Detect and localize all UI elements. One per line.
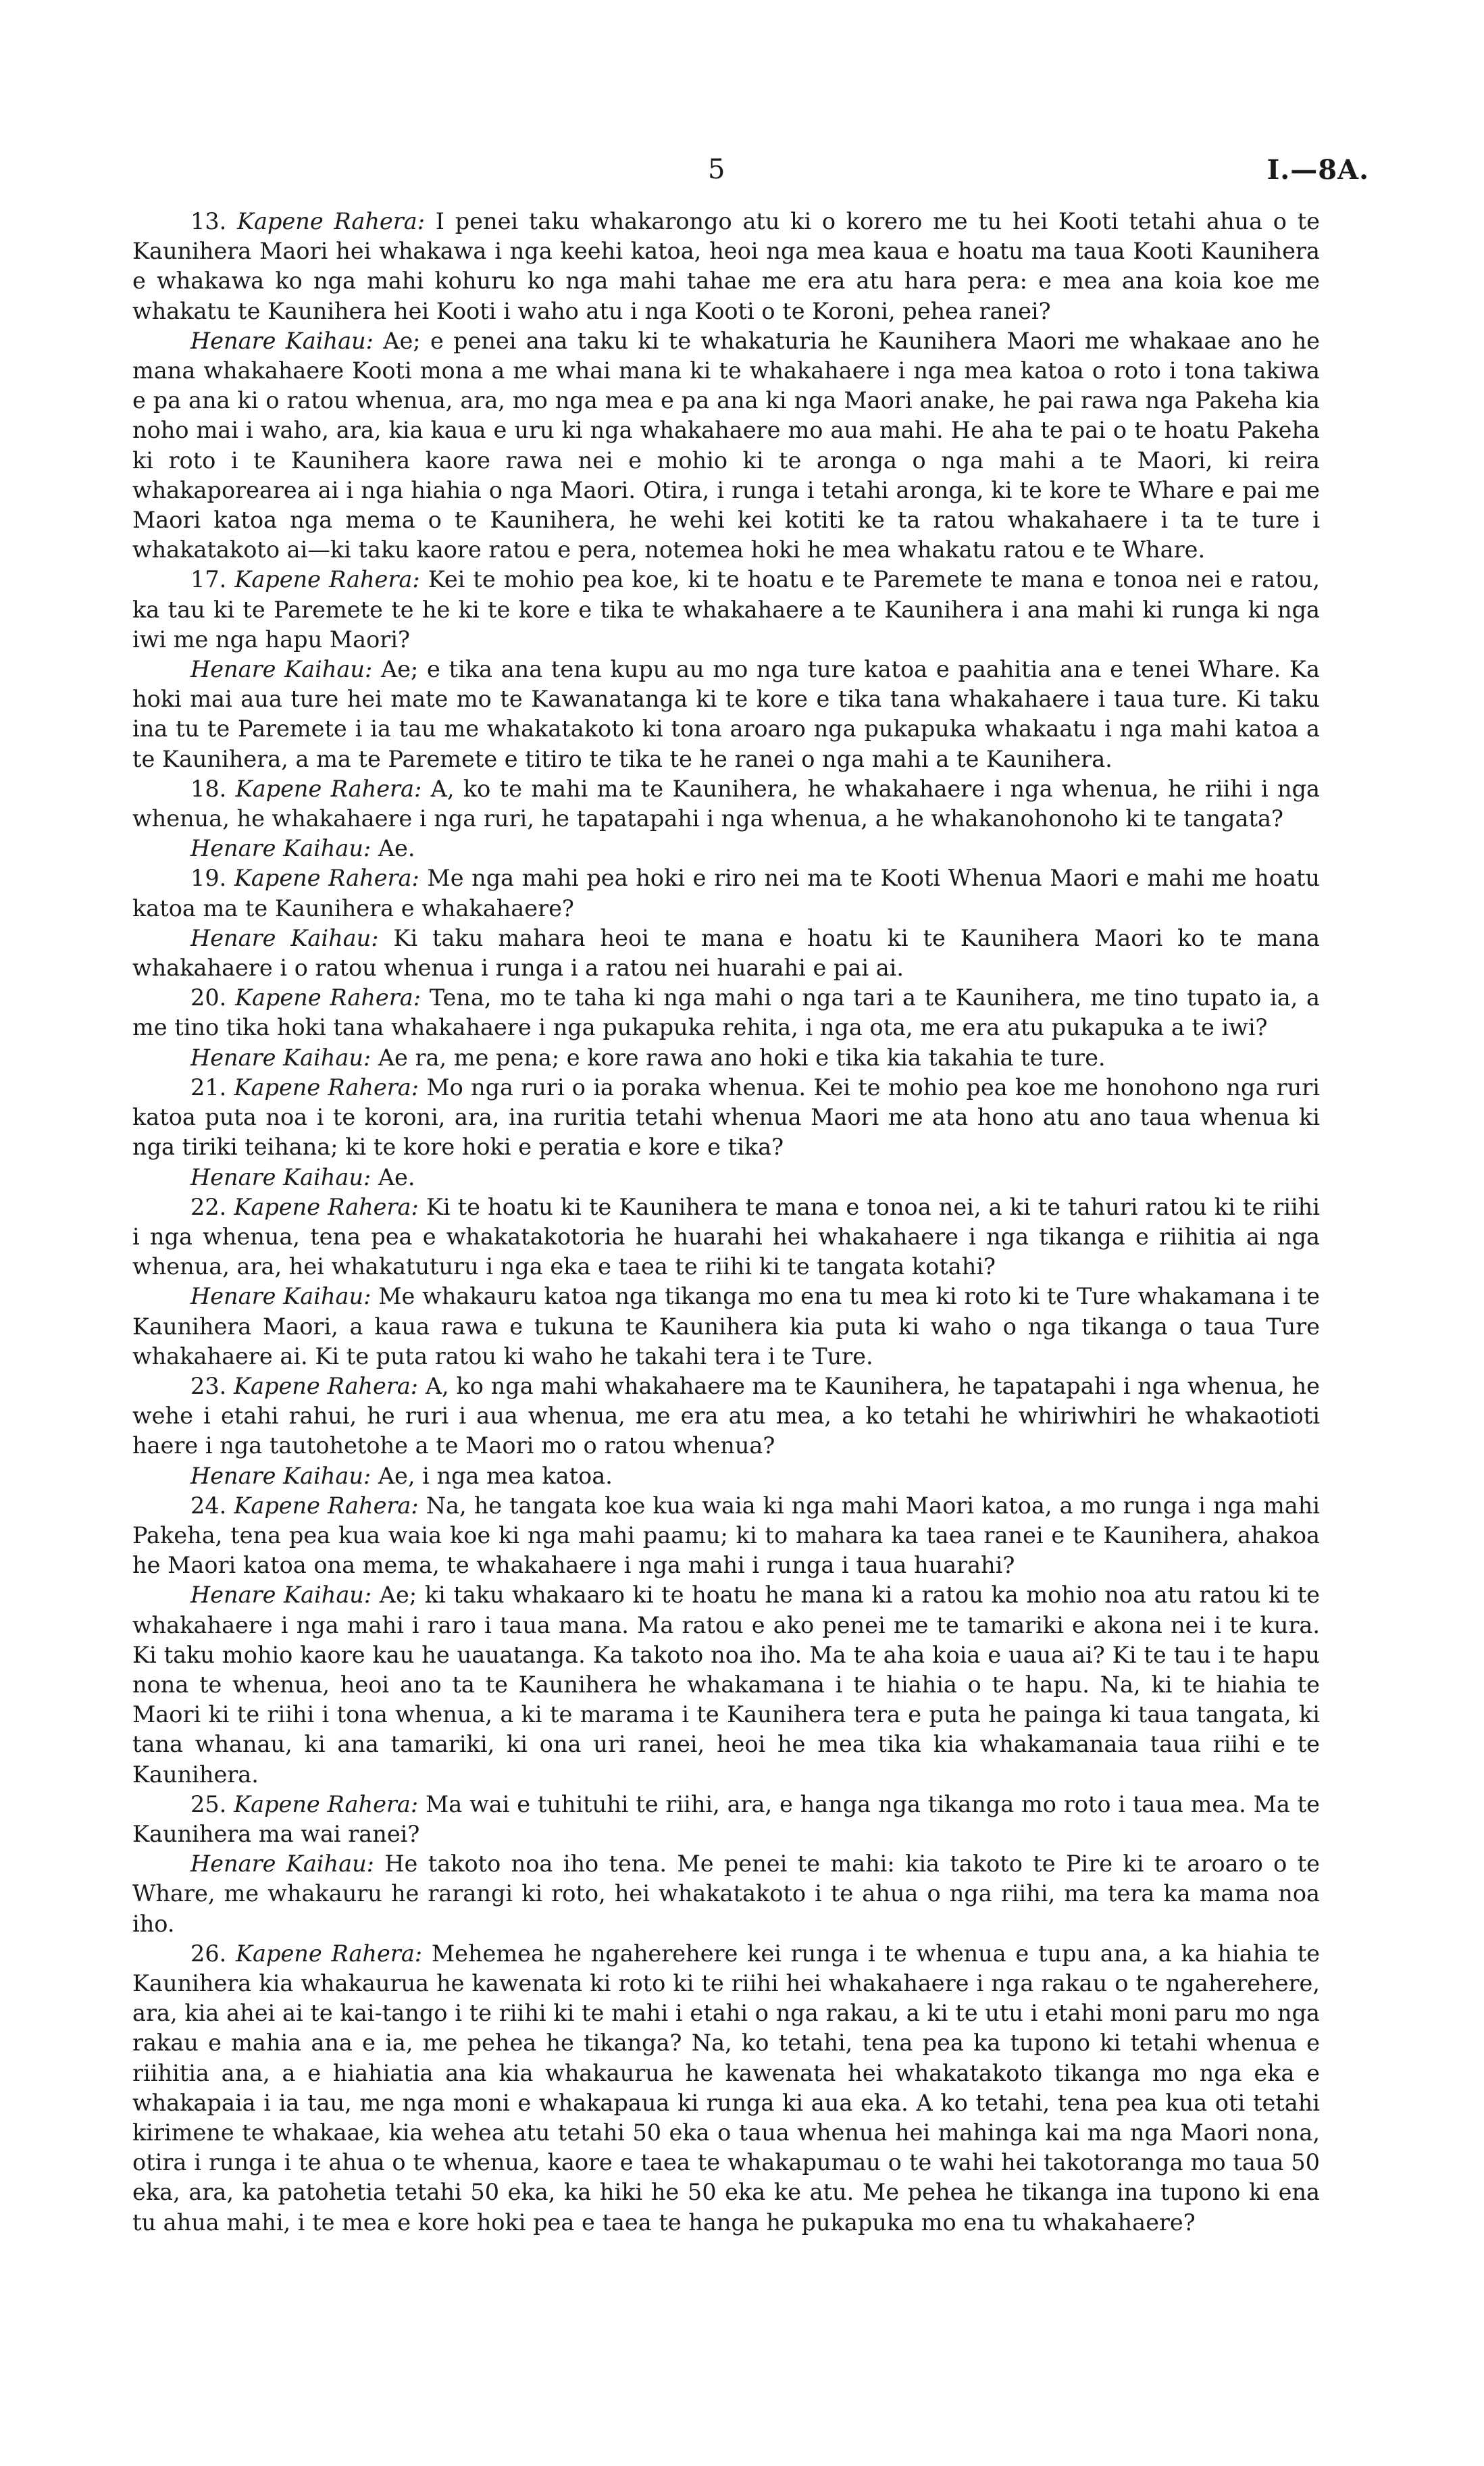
paragraph: Henare Kaihau: Ae; e penei ana taku ki te whakaturia he Kaunihera Maori me whakaae ano he mana whakahaere Kooti mona a me whai mana ki te whakahaere i nga mea katoa o roto i tona takiwa e pa ana ki o ratou whenua, ara, mo nga mea e pa ana ki nga Maori anake, he pai rawa nga Pakeha kia noho mai i waho, ara, kia kaua e uru ki nga whakahaere mo aua mahi. He aha te pai o te hoatu Pakeha ki roto i te Kaunihera kaore rawa nei e mohio ki te aronga o nga mahi a te Maori, ki reira whakaporearea ai i nga hiahia o nga Maori. Otira, i runga i tetahi aronga, ki te kore te Whare e pai me Maori katoa nga mema o te Kaunihera, he wehi kei kotiti ke ta ratou whakahaere i ta te ture i whakatakoto ai—ki taku kaore ratou e pera, notemea hoki he mea whakatu ratou e te Whare. <box>132 327 1320 563</box>
paragraph: 17. Kapene Rahera: Kei te mohio pea koe, ki te hoatu e te Paremete te mana e tonoa nei e ratou, ka tau ki te Paremete te he ki te kore e tika te whakahaere a te Kaunihera i ana mahi ki runga ki nga iwi me nga hapu Maori? <box>132 566 1321 653</box>
paragraph: 13. Kapene Rahera: I penei taku whakarongo atu ki o korero me tu hei Kooti tetahi ahua o te Kaunihera Maori hei whakawa i nga keehi katoa, heoi nga mea kaua e hoatu ma taua Kooti Kaunihera e whakawa ko nga mahi kohuru ko nga mahi tahae me era atu hara pera: e mea ana koia koe me whakatu te Kaunihera hei Kooti i waho atu i nga Kooti o te Koroni, pehea ranei? <box>132 208 1320 324</box>
paragraph: 19. Kapene Rahera: Me nga mahi pea hoki e riro nei ma te Kooti Whenua Maori e mahi me hoatu katoa ma te Kaunihera e whakahaere? <box>132 865 1321 922</box>
paragraph: 20. Kapene Rahera: Tena, mo te taha ki nga mahi o nga tari a te Kaunihera, me tino tupato ia, a me tino tika hoki tana whakahaere i nga pukapuka rehita, i nga ota, me era atu pukapuka a te iwi? <box>132 984 1320 1041</box>
page-body <box>132 207 1320 2238</box>
paragraph: 26. Kapene Rahera: Mehemea he ngaherehere kei runga i te whenua e tupu ana, a ka hiahia te Kaunihera kia whakaurua he kawenata ki roto ki te riihi hei whakahaere i nga rakau o te ngaherehere, ara, kia ahei ai te kai-tango i te riihi ki te mahi i etahi o nga rakau, a ki te utu i etahi moni paru mo nga rakau e mahia ana e ia, me pehea he tikanga? Na, ko tetahi, tena pea ka tupono ki tetahi whenua e riihitia ana, a e hiahiatia ana kia whakaurua he kawenata hei whakatakoto tikanga mo nga eka e whakapaia i ia tau, me nga moni e whakapaua ki runga ki aua eka. A ko tetahi, tena pea kua oti tetahi kirimene te whakaae, kia wehea atu tetahi 50 eka o taua whenua hei mahinga kai ma nga Maori nona, otira i runga i te ahua o te whenua, kaore e taea te whakapumau o te wahi hei takotoranga mo taua 50 eka, ara, ka patohetia tetahi 50 eka, ka hiki he 50 eka ke atu. Me pehea he tikanga ina tupono ki ena tu ahua mahi, i te mea e kore hoki pea e taea te hanga he pukapuka mo ena tu whakahaere? <box>132 1940 1320 2236</box>
speaker-name: Kapene Rahera: <box>234 865 419 892</box>
paragraph: Henare Kaihau: He takoto noa iho tena. Me penei te mahi: kia takoto te Pire ki te aroaro o te Whare, me whakauru he rarangi ki roto, hei whakatakoto i te ahua o nga riihi, ma tera ka mama noa iho. <box>132 1851 1320 1937</box>
paragraph: 25. Kapene Rahera: Ma wai e tuhituhi te riihi, ara, e hanga nga tikanga mo roto i taua mea. Ma te Kaunihera ma wai ranei? <box>132 1790 1320 1847</box>
paragraph: 18. Kapene Rahera: A, ko te mahi ma te Kaunihera, he whakahaere i nga whenua, he riihi i nga whenua, he whakahaere i nga ruri, he tapatapahi i nga whenua, a he whakanohonoho ki te tangata? <box>132 775 1320 832</box>
paragraph: Henare Kaihau: Ae, i nga mea katoa. <box>190 1462 613 1489</box>
speaker-name: Kapene Rahera: <box>234 984 421 1011</box>
paragraph: Henare Kaihau: Ae; ki taku whakaaro ki te hoatu he mana ki a ratou ka mohio noa atu ratou ki te whakahaere i nga mahi i raro i taua mana. Ma ratou e ako penei me te tamariki e akona nei i te kura. Ki taku mohio kaore kau he uauatanga. Ka takoto noa iho. Ma te aha koia e uaua ai? Ki te tau i te hapu nona te whenua, heoi ano ta te Kaunihera he whakamana i te hiahia o te hapu. Na, ki te hiahia te Maori ki te riihi i tona whenua, a ki te marama i te Kaunihera tera e puta he painga ki taua tangata, ki tana whanau, ki ana tamariki, ki ona uri ranei, heoi he mea tika kia whakamanaia taua riihi e te Kaunihera. <box>132 1582 1320 1788</box>
paragraph: 21. Kapene Rahera: Mo nga ruri o ia poraka whenua. Kei te mohio pea koe me honohono nga ruri katoa puta noa i te koroni, ara, ina ruritia tetahi whenua Maori me ata hono atu ano taua whenua ki nga tiriki teihana; ki te kore hoki e peratia e kore e tika? <box>132 1074 1320 1161</box>
speaker-name: Henare Kaihau: <box>190 835 372 862</box>
speaker-name: Kapene Rahera: <box>236 1940 423 1967</box>
page-header <box>0 154 1484 195</box>
paragraph: Henare Kaihau: Ae; e tika ana tena kupu au mo nga ture katoa e paahitia ana e tenei Whare. Ka hoki mai aua ture hei mate mo te Kawanatanga ki te kore e tika tana whakahaere i taua ture. Ki taku ina tu te Paremete i ia tau me whakatakoto ki tona aroaro nga pukapuka whakaatu i nga mahi katoa a te Kaunihera, a ma te Paremete e titiro te tika te he ranei o nga mahi a te Kaunihera. <box>132 656 1320 772</box>
speaker-name: Kapene Rahera: <box>234 1492 419 1519</box>
paragraph: Henare Kaihau: Ae ra, me pena; e kore rawa ano hoki e tika kia takahia te ture. <box>190 1044 1106 1071</box>
paragraph: Henare Kaihau: Ae. <box>190 835 415 862</box>
paragraph: 24. Kapene Rahera: Na, he tangata koe kua waia ki nga mahi Maori katoa, a mo runga i nga mahi Pakeha, tena pea kua waia koe ki nga mahi paamu; ki to mahara ka taea ranei e te Kaunihera, ahakoa he Maori katoa ona mema, te whakahaere i nga mahi i runga i taua huarahi? <box>132 1492 1320 1579</box>
page-number: 5 <box>708 154 725 185</box>
paragraph: Henare Kaihau: Ki taku mahara heoi te mana e hoatu ki te Kaunihera Maori ko te mana whakahaere i o ratou whenua i runga i a ratou nei huarahi e pai ai. <box>132 924 1320 982</box>
speaker-name: Kapene Rahera: <box>237 208 426 234</box>
speaker-name: Kapene Rahera: <box>235 775 422 802</box>
paragraph: Henare Kaihau: Ae. <box>190 1163 415 1190</box>
speaker-name: Henare Kaihau: <box>190 1283 372 1310</box>
speaker-name: Henare Kaihau: <box>190 1044 372 1071</box>
speaker-name: Henare Kaihau: <box>190 656 373 683</box>
paragraph: Henare Kaihau: Me whakauru katoa nga tikanga mo ena tu mea ki roto ki te Ture whakamana i te Kaunihera Maori, a kaua rawa e tukuna te Kaunihera kia puta ki waho o nga tikanga o taua Ture whakahaere ai. Ki te puta ratou ki waho he takahi tera i te Ture. <box>132 1283 1320 1369</box>
speaker-name: Henare Kaihau: <box>190 924 379 951</box>
paragraph: 23. Kapene Rahera: A, ko nga mahi whakahaere ma te Kaunihera, he tapatapahi i nga whenua, he wehe i etahi rahui, he ruri i aua whenua, me era atu mea, a ko tetahi he whiriwhiri he whakaotioti haere i nga tautohetohe a te Maori mo o ratou whenua? <box>132 1372 1320 1459</box>
speaker-name: Kapene Rahera: <box>234 1790 419 1817</box>
page-reference: I.—8A. <box>1266 154 1369 186</box>
speaker-name: Kapene Rahera: <box>234 1193 419 1220</box>
speaker-name: Henare Kaihau: <box>190 1462 372 1489</box>
speaker-name: Kapene Rahera: <box>234 1372 419 1399</box>
speaker-name: Henare Kaihau: <box>190 1851 374 1878</box>
speaker-name: Henare Kaihau: <box>190 1582 372 1609</box>
speaker-name: Kapene Rahera: <box>234 566 420 593</box>
speaker-name: Henare Kaihau: <box>190 1163 372 1190</box>
paragraph: 22. Kapene Rahera: Ki te hoatu ki te Kaunihera te mana e tonoa nei, a ki te tahuri ratou ki te riihi i nga whenua, tena pea e whakatakotoria he huarahi hei whakahaere i nga tikanga e riihitia ai nga whenua, ara, hei whakatuturu i nga eka e taea te riihi ki te tangata kotahi? <box>132 1193 1320 1280</box>
speaker-name: Kapene Rahera: <box>234 1074 419 1101</box>
speaker-name: Henare Kaihau: <box>190 327 374 354</box>
